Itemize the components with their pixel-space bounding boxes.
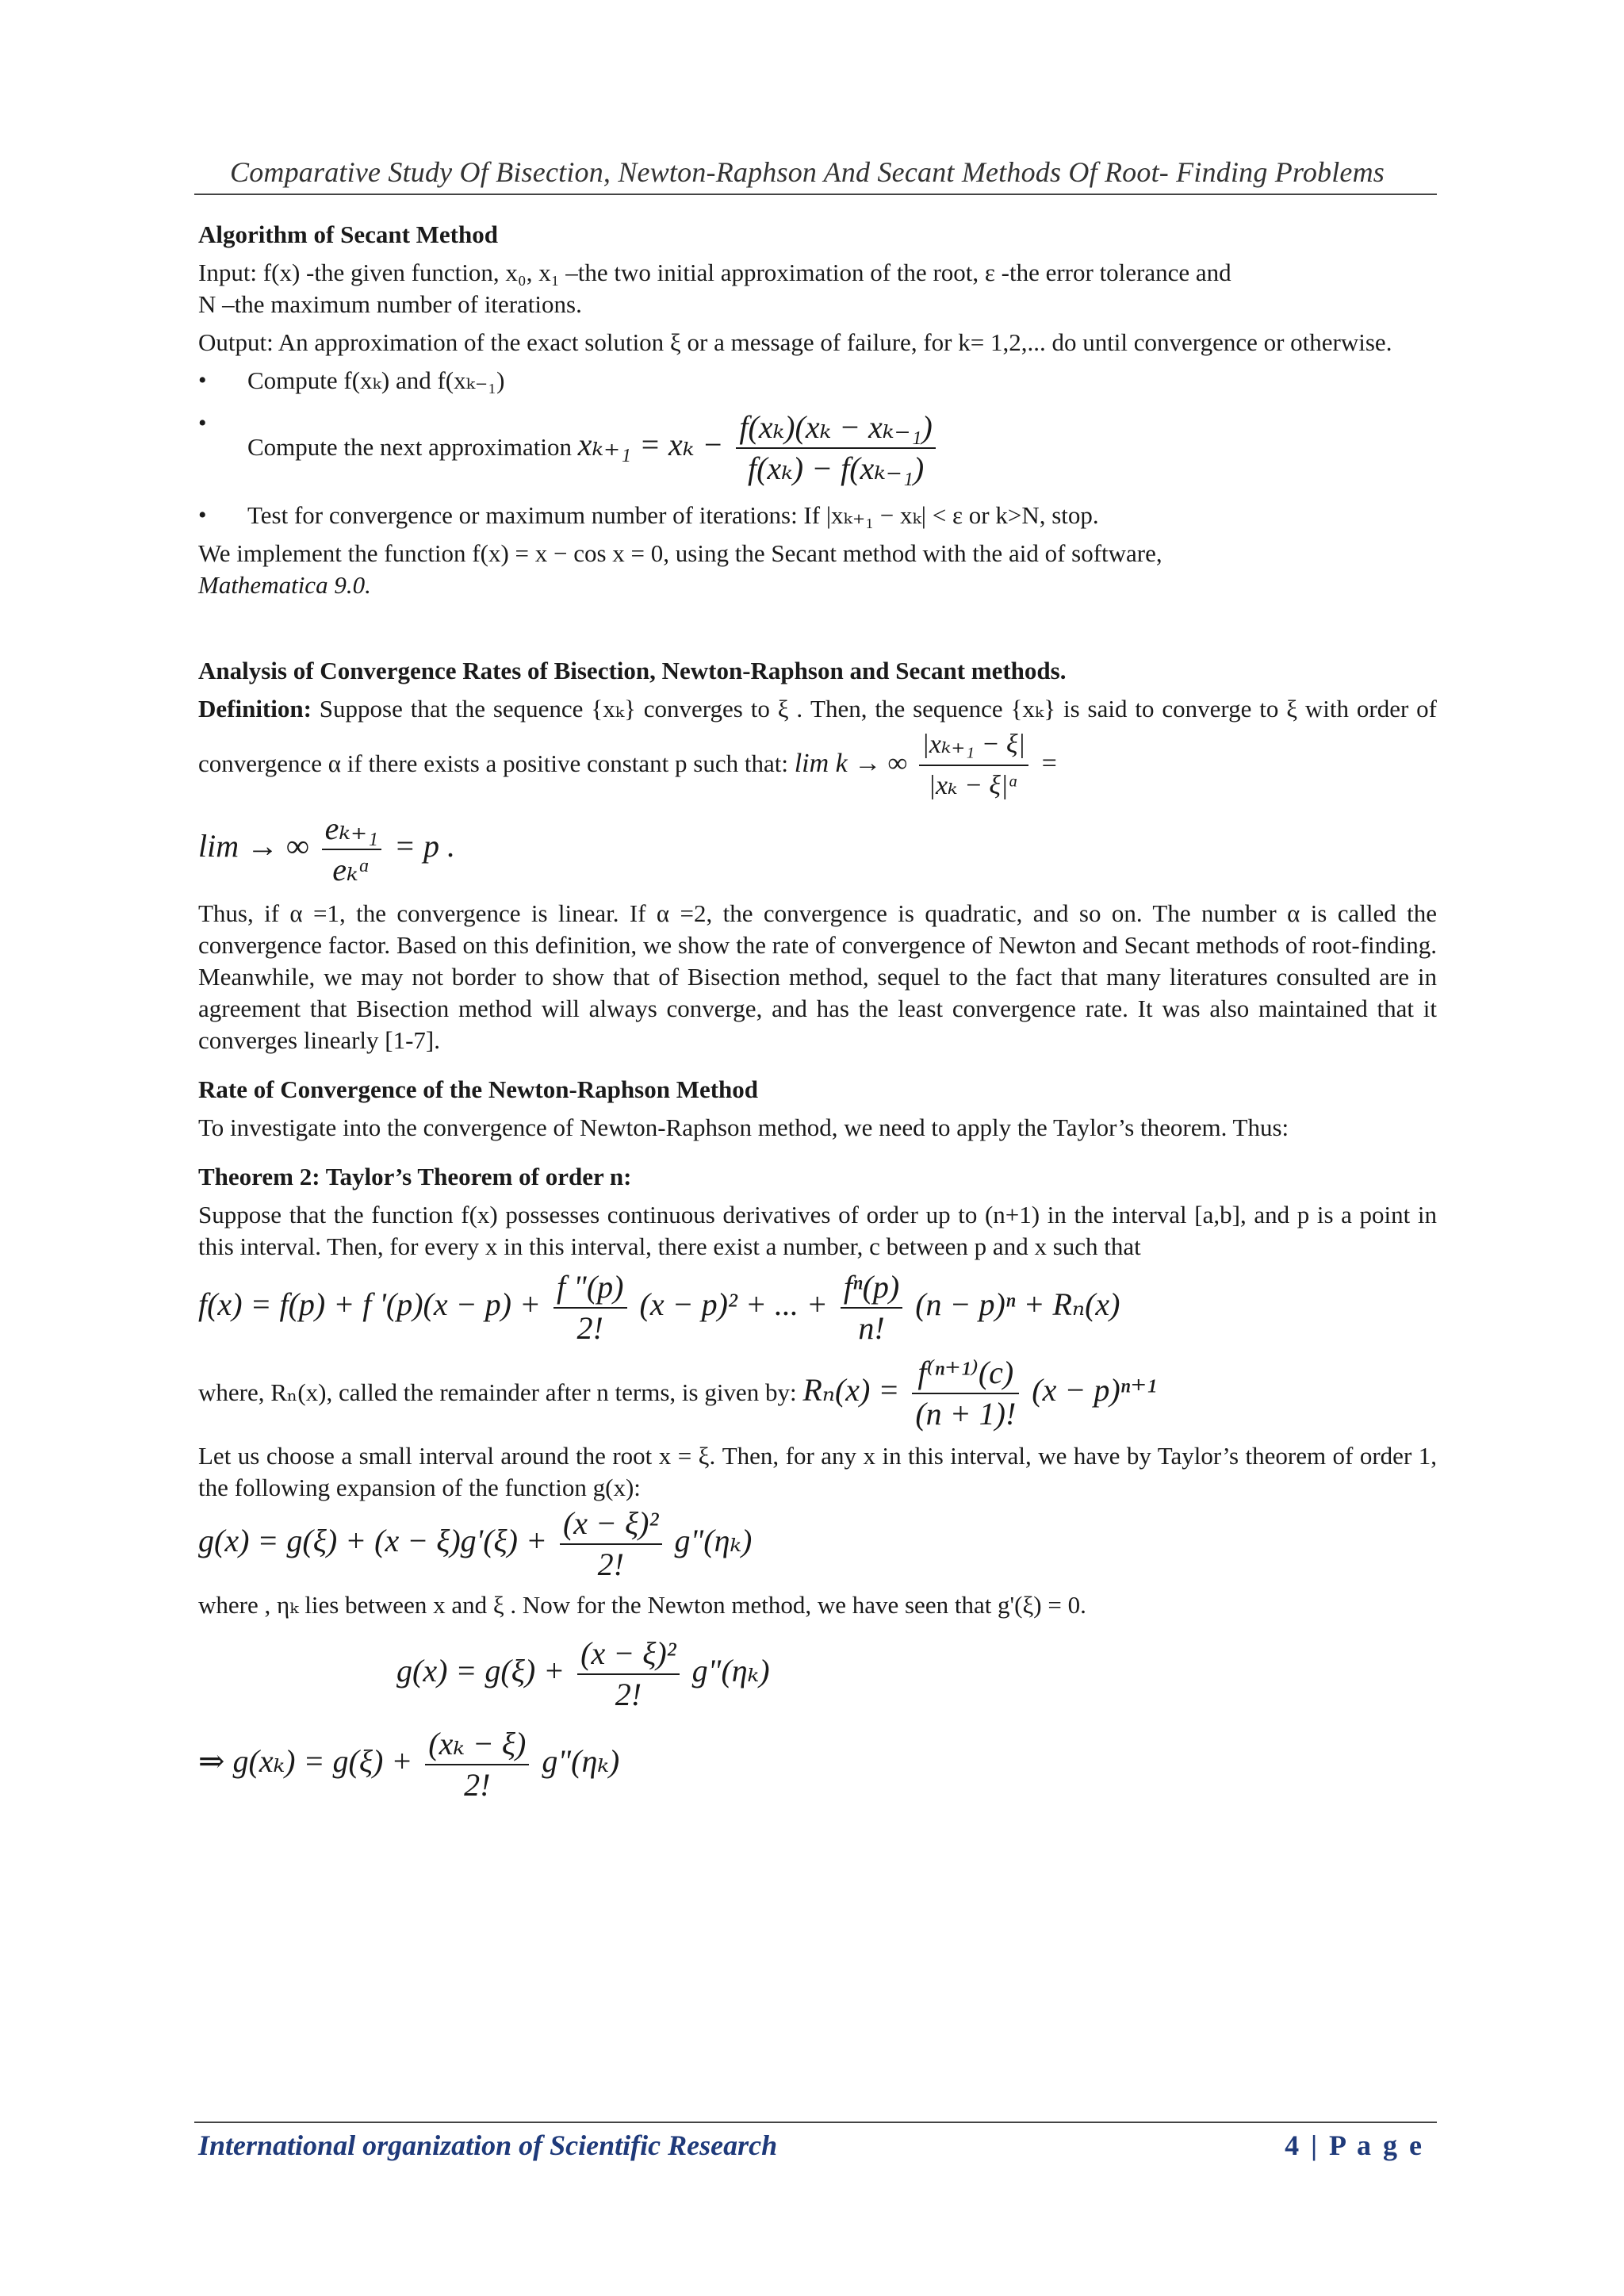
taylor-fraction-2 bbox=[841, 1267, 902, 1348]
footer-page-number: 4 | P a g e bbox=[1285, 2129, 1424, 2161]
g-expansion-num: (x − ξ)² bbox=[560, 1504, 662, 1545]
limit-1-equals: = bbox=[1040, 748, 1059, 778]
limit-2-lhs: lim → ∞ bbox=[198, 828, 309, 864]
bullet-next-approx bbox=[198, 408, 1437, 489]
taylor-heading: Theorem 2: Taylor’s Theorem of order n: bbox=[198, 1163, 632, 1190]
taylor-fraction-1 bbox=[553, 1267, 627, 1348]
limit-1-fraction bbox=[919, 725, 1028, 806]
g-expansion-formula bbox=[198, 1504, 1437, 1585]
g-expansion-den: 2! bbox=[597, 1547, 624, 1582]
convergence-paragraph: Thus, if α =1, the convergence is linear. If α =2, the convergence is quadratic, and so on. The number α is called the convergence factor. Based on this definition, we show the rate of convergence of Newton and Secant methods of root-finding. Meanwhile, we may not border to show that of Bisection method, sequel to the fact that many literatures consulted are in agreement that Bisection method will always converge, and has the least convergence rate. It was also maintained that it converges linearly [1-7]. bbox=[198, 899, 1437, 1054]
taylor-formula bbox=[198, 1267, 1437, 1348]
taylor-text: Suppose that the function f(x) possesses continuous derivatives of order up to (n+1) in the interval [a,b], and p is a point in this interval. Then, for every x in this interval, there exist a number, c between p and x such that bbox=[198, 1201, 1437, 1260]
output-text: Output: An approximation of the exact solution ξ or a message of failure, for k= 1,2,... do until convergence or otherwise. bbox=[198, 328, 1392, 356]
newton-intro: To investigate into the convergence of Newton-Raphson method, we need to apply the Taylor’s theorem. Thus: bbox=[198, 1114, 1289, 1141]
remainder-fraction bbox=[912, 1353, 1019, 1434]
definition-label: Definition: bbox=[198, 695, 312, 723]
definition-text: Suppose that the sequence {xₖ} converges to ξ . Then, the sequence {xₖ} is said to converge to ξ with order of convergence α if there exists a positive constant p such that: bbox=[198, 695, 1437, 777]
remainder-denominator: (n + 1)! bbox=[915, 1396, 1017, 1432]
header-rule bbox=[194, 194, 1437, 195]
g-newton-formula bbox=[198, 1634, 1437, 1715]
bullet-text: Compute the next approximation bbox=[247, 433, 572, 462]
g-newton-fraction bbox=[577, 1634, 680, 1715]
input-line-1: Input: f(x) -the given function, x₀, x₁ –the two initial approximation of the root, ε -the error tolerance and bbox=[198, 259, 1231, 286]
analysis-heading: Analysis of Convergence Rates of Bisection, Newton-Raphson and Secant methods. bbox=[198, 657, 1067, 684]
g-newton-den: 2! bbox=[615, 1677, 642, 1712]
g-expansion-rhs: g"(ηₖ) bbox=[674, 1523, 753, 1559]
g-xk-rhs: g"(ηₖ) bbox=[542, 1743, 620, 1780]
bullet-text: Test for convergence or maximum number of iterations: If |xₖ₊₁ − xₖ| < ε or k>N, stop. bbox=[247, 501, 1099, 529]
page bbox=[198, 0, 1437, 2296]
limit-formula-2 bbox=[198, 809, 1437, 890]
secant-fraction bbox=[736, 408, 935, 489]
remainder-text: where, Rₙ(x), called the remainder after n terms, is given by: bbox=[198, 1378, 797, 1407]
g-xk-lhs: ⇒ g(xₖ) = g(ξ) + bbox=[198, 1743, 413, 1780]
limit-1-numerator: |xₖ₊₁ − ξ| bbox=[919, 725, 1028, 766]
limit-2-fraction bbox=[322, 809, 381, 890]
limit-formula-1 bbox=[794, 730, 1059, 800]
limit-2-numerator: eₖ₊₁ bbox=[322, 809, 381, 850]
taylor-fraction-2-den: n! bbox=[858, 1310, 885, 1346]
limit-2-denominator: eₖᵅ bbox=[332, 852, 371, 887]
secant-heading: Algorithm of Secant Method bbox=[198, 220, 498, 248]
g-expansion-fraction bbox=[560, 1504, 662, 1585]
g-xk-num: (xₖ − ξ) bbox=[425, 1724, 529, 1765]
g-xk-formula bbox=[198, 1724, 1437, 1805]
where-eta-text: where , ηₖ lies between x and ξ . Now for the Newton method, we have seen that g'(ξ) = 0. bbox=[198, 1591, 1086, 1619]
taylor-fraction-2-num: fⁿ(p) bbox=[841, 1267, 902, 1309]
footer-rule bbox=[194, 2122, 1437, 2123]
remainder-numerator: f⁽ⁿ⁺¹⁾(c) bbox=[912, 1353, 1019, 1394]
g-newton-num: (x − ξ)² bbox=[577, 1634, 680, 1675]
secant-denominator: f(xₖ) − f(xₖ₋₁) bbox=[748, 450, 925, 486]
definition-paragraph bbox=[198, 693, 1437, 806]
g-xk-den: 2! bbox=[464, 1767, 491, 1803]
remainder-lhs: Rₙ(x) = bbox=[802, 1372, 900, 1409]
secant-formula bbox=[577, 409, 940, 486]
g-xk-fraction bbox=[425, 1724, 529, 1805]
taylor-fraction-1-den: 2! bbox=[576, 1310, 603, 1346]
newton-heading: Rate of Convergence of the Newton-Raphson Method bbox=[198, 1075, 759, 1103]
choose-paragraph: Let us choose a small interval around the root x = ξ. Then, for any x in this interval, we have by Taylor’s theorem of order 1, the following expansion of the function g(x): bbox=[198, 1442, 1437, 1501]
taylor-term-b: (x − p)² + ... + bbox=[639, 1286, 828, 1323]
bullet-compute-f bbox=[198, 365, 1437, 397]
input-line-2: N –the maximum number of iterations. bbox=[198, 290, 582, 318]
remainder-formula bbox=[802, 1355, 1157, 1432]
implement-text: We implement the function f(x) = x − cos x = 0, using the Secant method with the aid of software, bbox=[198, 539, 1162, 567]
remainder-rhs: (x − p)ⁿ⁺¹ bbox=[1032, 1372, 1157, 1409]
bullet-text: Compute f(xₖ) and f(xₖ₋₁) bbox=[247, 366, 505, 394]
secant-formula-lhs: xₖ₊₁ = xₖ − bbox=[577, 427, 724, 463]
secant-numerator: f(xₖ)(xₖ − xₖ₋₁) bbox=[736, 408, 935, 449]
remainder-line bbox=[198, 1353, 1437, 1434]
limit-2-rhs: = p . bbox=[394, 828, 456, 864]
footer-journal: International organization of Scientific Research bbox=[198, 2129, 778, 2161]
g-newton-lhs: g(x) = g(ξ) + bbox=[396, 1653, 565, 1689]
limit-1-lhs: lim k → ∞ bbox=[794, 748, 907, 778]
g-newton-rhs: g"(ηₖ) bbox=[691, 1653, 770, 1689]
bullet-test bbox=[198, 500, 1437, 531]
software-name: Mathematica 9.0. bbox=[198, 571, 371, 599]
taylor-term-a: f(x) = f(p) + f '(p)(x − p) + bbox=[198, 1286, 541, 1323]
taylor-term-c: (n − p)ⁿ + Rₙ(x) bbox=[915, 1286, 1120, 1323]
g-expansion-lhs: g(x) = g(ξ) + (x − ξ)g'(ξ) + bbox=[198, 1523, 547, 1559]
limit-1-denominator: |xₖ − ξ|ᵅ bbox=[928, 771, 1019, 800]
running-header: Comparative Study Of Bisection, Newton-Raphson And Secant Methods Of Root- Finding Problems bbox=[230, 156, 1385, 188]
body-content bbox=[198, 219, 1437, 1805]
taylor-fraction-1-num: f "(p) bbox=[553, 1267, 627, 1309]
